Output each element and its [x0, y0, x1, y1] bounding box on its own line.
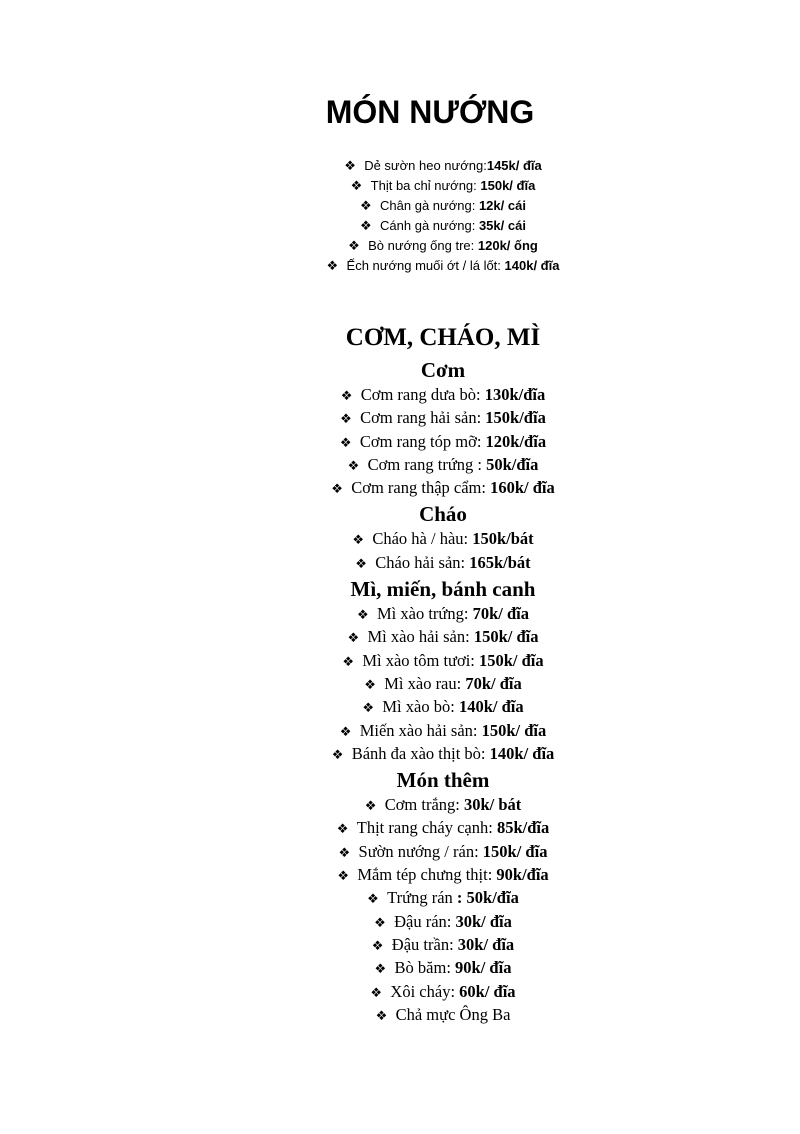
- item-name: Chân gà nướng:: [380, 198, 479, 213]
- item-price: 50k/đĩa: [486, 454, 539, 474]
- item-price: 150k/đĩa: [485, 408, 546, 428]
- rice-porridge-noodles-section: [0, 320, 800, 1027]
- list-item: [0, 650, 800, 673]
- item-price: 90k/đĩa: [496, 865, 549, 885]
- item-name: Bò nướng ống tre:: [368, 238, 478, 253]
- item-name: Mì xào tôm tươi:: [362, 650, 479, 670]
- item-price: 90k/ đĩa: [455, 958, 512, 978]
- diamond-bullet-icon: ❖: [360, 218, 372, 233]
- diamond-bullet-icon: ❖: [339, 723, 352, 739]
- diamond-bullet-icon: ❖: [352, 532, 364, 548]
- diamond-bullet-icon: ❖: [355, 555, 367, 571]
- diamond-bullet-icon: ❖: [337, 868, 349, 884]
- item-price: 150k/ đĩa: [482, 841, 548, 861]
- list-item: [0, 911, 800, 934]
- diamond-bullet-icon: ❖: [371, 937, 384, 953]
- item-price: 150k/ đĩa: [473, 627, 539, 647]
- list-item: [0, 477, 800, 500]
- item-name: Chả mực Ông Ba: [395, 1004, 511, 1024]
- list-item: [0, 1004, 800, 1027]
- item-price: 140k/ đĩa: [489, 743, 555, 763]
- item-name: Bò băm:: [394, 958, 456, 978]
- item-price: 160k/ đĩa: [490, 478, 555, 498]
- item-name: Cơm rang thập cẩm:: [351, 478, 491, 498]
- item-price: 165k/bát: [469, 552, 531, 572]
- item-name: Ếch nướng muối ớt / lá lốt:: [346, 258, 505, 273]
- item-name: Cháo hải sản:: [375, 552, 470, 572]
- item-name: Cơm rang trứng :: [367, 454, 487, 474]
- item-name: Cơm rang hải sản:: [360, 408, 486, 428]
- diamond-bullet-icon: ❖: [347, 457, 360, 473]
- list-item: [0, 864, 800, 887]
- diamond-bullet-icon: ❖: [364, 676, 376, 692]
- item-price: 35k/ cái: [478, 218, 526, 233]
- list-item: [0, 256, 800, 276]
- list-item: [0, 216, 800, 236]
- diamond-bullet-icon: ❖: [367, 891, 379, 907]
- item-price: 150k/bát: [472, 529, 534, 549]
- item-price: 150k/ đĩa: [481, 720, 547, 740]
- diamond-bullet-icon: ❖: [357, 607, 369, 623]
- list-item: [0, 431, 800, 454]
- list-item: [0, 196, 800, 216]
- item-price: 140k/ đĩa: [458, 697, 524, 717]
- list-item: [0, 236, 800, 256]
- group-title-porridge: Cháo: [419, 502, 467, 527]
- item-name: Miến xào hải sản:: [359, 720, 482, 740]
- item-name: Xôi cháy:: [390, 981, 460, 1001]
- item-name: Trứng rán: [387, 888, 457, 908]
- diamond-bullet-icon: ❖: [339, 434, 352, 450]
- item-price: 150k/ đĩa: [479, 650, 544, 670]
- list-item: [0, 454, 800, 477]
- item-name: Dẻ sườn heo nướng:: [364, 158, 487, 173]
- diamond-bullet-icon: ❖: [344, 158, 356, 173]
- item-price: 70k/ đĩa: [472, 604, 529, 624]
- list-item: [0, 743, 800, 766]
- list-item: [0, 626, 800, 649]
- item-name: Mì xào rau:: [384, 673, 466, 693]
- group-title-extras: Món thêm: [396, 768, 490, 793]
- diamond-bullet-icon: ❖: [362, 700, 375, 716]
- diamond-bullet-icon: ❖: [364, 798, 377, 814]
- diamond-bullet-icon: ❖: [370, 984, 383, 1000]
- diamond-bullet-icon: ❖: [340, 388, 353, 403]
- item-price: 120k/ ống: [477, 238, 538, 253]
- diamond-bullet-icon: ❖: [347, 630, 360, 646]
- item-name: Thịt ba chỉ nướng:: [370, 178, 481, 193]
- item-price: 30k/ đĩa: [455, 911, 512, 931]
- item-name: Cháo hà / hàu:: [372, 529, 473, 549]
- diamond-bullet-icon: ❖: [360, 198, 372, 213]
- item-name: Cánh gà nướng:: [380, 218, 479, 233]
- diamond-bullet-icon: ❖: [338, 844, 351, 860]
- item-price: 70k/ đĩa: [465, 673, 522, 693]
- item-price: 130k/đĩa: [484, 385, 546, 404]
- item-name: Cơm trắng:: [384, 795, 464, 815]
- item-price: 150k/ đĩa: [480, 178, 536, 193]
- item-name: Đậu trần:: [391, 934, 458, 954]
- list-item: [0, 981, 800, 1004]
- item-name: Mì xào trứng:: [377, 604, 473, 624]
- item-price: 85k/đĩa: [496, 818, 550, 838]
- diamond-bullet-icon: ❖: [348, 238, 360, 253]
- list-item: [0, 384, 800, 407]
- item-name: Sườn nướng / rán:: [358, 841, 483, 861]
- item-price: 30k/ đĩa: [457, 934, 515, 954]
- diamond-bullet-icon: ❖: [340, 411, 352, 427]
- item-name: Mắm tép chưng thịt:: [357, 865, 497, 885]
- list-item: [0, 934, 800, 957]
- diamond-bullet-icon: ❖: [336, 821, 349, 837]
- group-title-noodles: Mì, miến, bánh canh: [350, 577, 536, 602]
- group-title-rice: Cơm: [420, 358, 466, 382]
- item-price: 140k/ đĩa: [504, 258, 560, 273]
- list-item: [0, 552, 800, 575]
- list-item: [0, 673, 800, 696]
- list-item: [0, 841, 800, 864]
- list-item: [0, 176, 800, 196]
- item-name: Bánh đa xào thịt bò:: [351, 743, 490, 763]
- diamond-bullet-icon: ❖: [374, 961, 387, 977]
- diamond-bullet-icon: ❖: [375, 1007, 388, 1023]
- item-price: 120k/đĩa: [485, 431, 547, 451]
- diamond-bullet-icon: ❖: [326, 258, 339, 273]
- section-title: CƠM, CHÁO, MÌ: [345, 324, 541, 351]
- list-item: [0, 407, 800, 430]
- diamond-bullet-icon: ❖: [374, 914, 386, 930]
- grill-section-title: MÓN NƯỚNG: [325, 94, 535, 130]
- item-name: Mì xào bò:: [382, 697, 459, 717]
- item-price: 60k/ đĩa: [459, 981, 516, 1001]
- diamond-bullet-icon: ❖: [331, 481, 343, 497]
- list-item: [0, 794, 800, 817]
- item-name: Mì xào hải sản:: [367, 627, 474, 647]
- item-name: Cơm rang tóp mỡ:: [359, 431, 486, 451]
- list-item: [0, 603, 800, 626]
- list-item: [0, 720, 800, 743]
- item-price: : 50k/đĩa: [456, 888, 519, 908]
- list-item: [0, 156, 800, 176]
- list-item: [0, 887, 800, 910]
- item-name: Thịt rang cháy cạnh:: [356, 818, 497, 838]
- item-price: 12k/ cái: [478, 198, 526, 213]
- list-item: [0, 957, 800, 980]
- diamond-bullet-icon: ❖: [342, 653, 354, 669]
- list-item: [0, 528, 800, 551]
- diamond-bullet-icon: ❖: [350, 178, 363, 193]
- diamond-bullet-icon: ❖: [331, 746, 344, 762]
- item-price: 145k/ đĩa: [486, 158, 542, 173]
- item-name: Cơm rang dưa bò:: [360, 385, 485, 404]
- item-price: 30k/ bát: [464, 795, 522, 815]
- grill-item-list: [0, 156, 800, 276]
- item-name: Đậu rán:: [394, 911, 456, 931]
- list-item: [0, 817, 800, 840]
- list-item: [0, 696, 800, 719]
